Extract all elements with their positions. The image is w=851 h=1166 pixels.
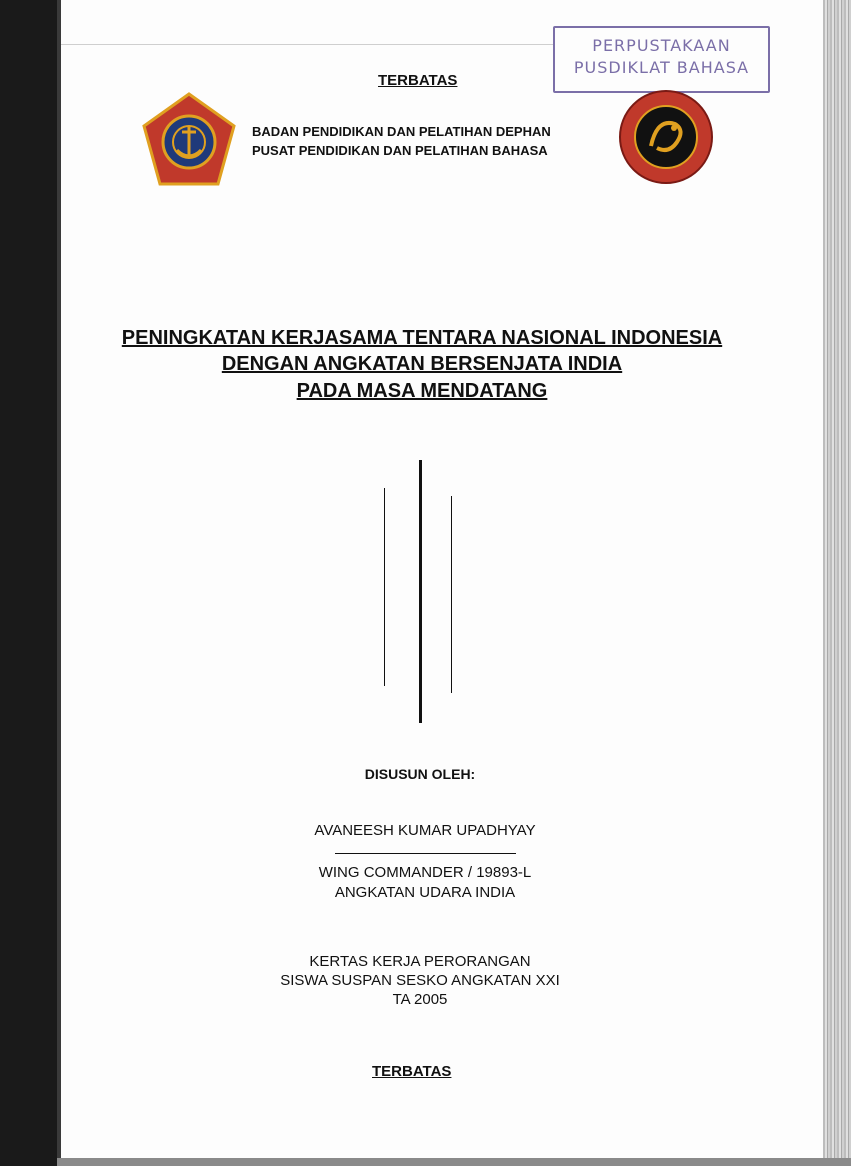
pusdiklat-emblem-icon [617, 88, 715, 186]
author-rank: WING COMMANDER / 19893-L [318, 864, 532, 881]
classification-top: TERBATAS [378, 72, 458, 89]
title-line-3: PADA MASA MENDATANG [296, 380, 548, 402]
page-stack-edge [823, 0, 851, 1166]
book-binding [0, 0, 57, 1166]
vertical-line-center [419, 460, 422, 723]
page-bottom-edge [57, 1158, 851, 1166]
stamp-line-2: PUSDIKLAT BAHASA [573, 58, 750, 77]
paper-course: SISWA SUSPAN SESKO ANGKATAN XXI [280, 972, 560, 989]
paper-year: TA 2005 [392, 991, 448, 1008]
stamp-line-1: PERPUSTAKAAN [592, 36, 731, 55]
library-stamp [553, 26, 770, 93]
top-rule [61, 44, 553, 45]
author-label: DISUSUN OLEH: [364, 766, 476, 782]
author-rule [335, 853, 516, 854]
author-name: AVANEESH KUMAR UPADHYAY [314, 822, 536, 839]
title-line-2: DENGAN ANGKATAN BERSENJATA INDIA [221, 353, 623, 375]
vertical-line-left [384, 488, 385, 686]
author-unit: ANGKATAN UDARA INDIA [334, 884, 516, 901]
org-line-2: PUSAT PENDIDIKAN DAN PELATIHAN BAHASA [252, 143, 548, 158]
vertical-line-right [451, 496, 452, 693]
title-line-1: PENINGKATAN KERJASAMA TENTARA NASIONAL INDONESIA [121, 327, 723, 349]
org-line-1: BADAN PENDIDIKAN DAN PELATIHAN DEPHAN [252, 124, 551, 139]
classification-bottom: TERBATAS [372, 1063, 452, 1080]
dephan-emblem-icon [140, 90, 238, 188]
paper-type: KERTAS KERJA PERORANGAN [309, 953, 531, 970]
